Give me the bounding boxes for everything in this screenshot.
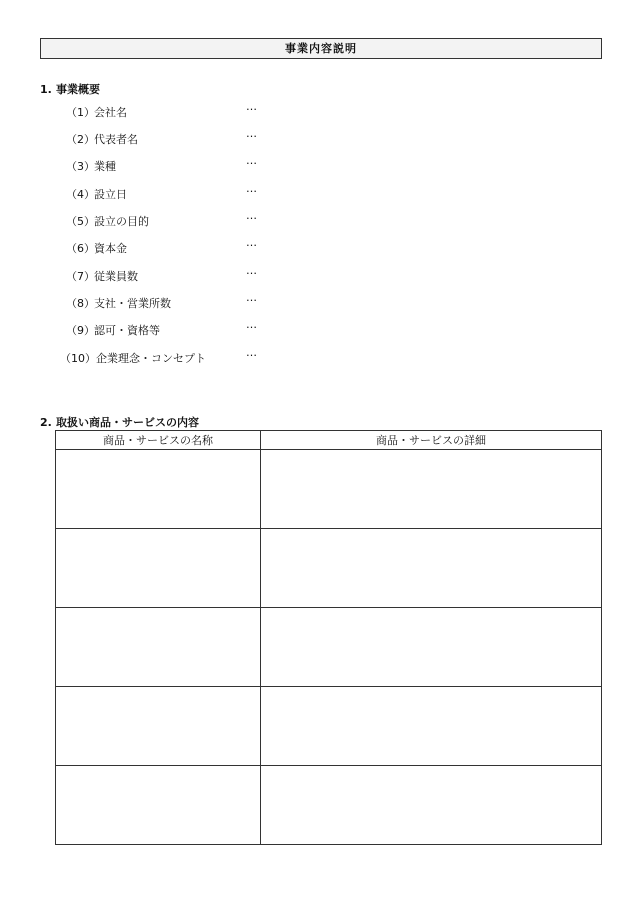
item-number: （1） (66, 106, 95, 119)
item-label: 会社名 (94, 106, 127, 119)
item-label: 設立の目的 (94, 215, 149, 228)
overview-item-purpose (0, 209, 640, 229)
item-label: 認可・資格等 (94, 324, 160, 337)
column-header-name: 商品・サービスの名称 (56, 431, 261, 450)
item-number: （5） (66, 215, 95, 228)
section-number: 1. (40, 83, 52, 96)
table-row (56, 687, 602, 766)
item-dots: … (246, 100, 258, 113)
overview-list (0, 0, 640, 400)
item-dots: … (246, 154, 258, 167)
item-dots: … (246, 127, 258, 140)
item-label: 業種 (94, 160, 116, 173)
item-label: 設立日 (94, 188, 127, 201)
section-number: 2. (40, 416, 52, 429)
item-number: （3） (66, 160, 95, 173)
item-dots: … (246, 209, 258, 222)
section-heading-products (40, 414, 199, 430)
item-number: （4） (66, 188, 95, 201)
product-detail-cell[interactable] (261, 766, 602, 845)
table-row (56, 450, 602, 529)
overview-item-established-date (0, 182, 640, 202)
section-title: 事業概要 (56, 83, 100, 96)
item-dots: … (246, 318, 258, 331)
item-label: 資本金 (94, 242, 127, 255)
item-label: 企業理念・コンセプト (96, 352, 206, 365)
table-row (56, 529, 602, 608)
overview-item-capital (0, 236, 640, 256)
product-name-cell[interactable] (56, 450, 261, 529)
item-label: 支社・営業所数 (94, 297, 171, 310)
product-detail-cell[interactable] (261, 450, 602, 529)
item-label: 代表者名 (94, 133, 138, 146)
item-number: （8） (66, 297, 95, 310)
item-dots: … (246, 236, 258, 249)
item-label: 従業員数 (94, 270, 138, 283)
overview-item-industry (0, 154, 640, 174)
item-number: （10） (60, 352, 96, 365)
item-number: （2） (66, 133, 95, 146)
item-dots: … (246, 182, 258, 195)
product-name-cell[interactable] (56, 608, 261, 687)
overview-item-company-name (0, 100, 640, 120)
section-title: 取扱い商品・サービスの内容 (56, 416, 199, 429)
products-table (55, 430, 602, 845)
overview-item-branches (0, 291, 640, 311)
product-name-cell[interactable] (56, 766, 261, 845)
overview-item-philosophy (0, 346, 640, 366)
table-header-row (56, 431, 602, 450)
product-name-cell[interactable] (56, 529, 261, 608)
item-number: （6） (66, 242, 95, 255)
column-header-detail: 商品・サービスの詳細 (261, 431, 602, 450)
item-dots: … (246, 264, 258, 277)
table-row (56, 608, 602, 687)
product-detail-cell[interactable] (261, 687, 602, 766)
overview-item-licenses (0, 318, 640, 338)
overview-item-representative (0, 127, 640, 147)
product-detail-cell[interactable] (261, 608, 602, 687)
item-number: （7） (66, 270, 95, 283)
item-number: （9） (66, 324, 95, 337)
document-title: 事業内容説明 (40, 38, 602, 59)
overview-item-employees (0, 264, 640, 284)
item-dots: … (246, 346, 258, 359)
table-row (56, 766, 602, 845)
product-name-cell[interactable] (56, 687, 261, 766)
product-detail-cell[interactable] (261, 529, 602, 608)
item-dots: … (246, 291, 258, 304)
